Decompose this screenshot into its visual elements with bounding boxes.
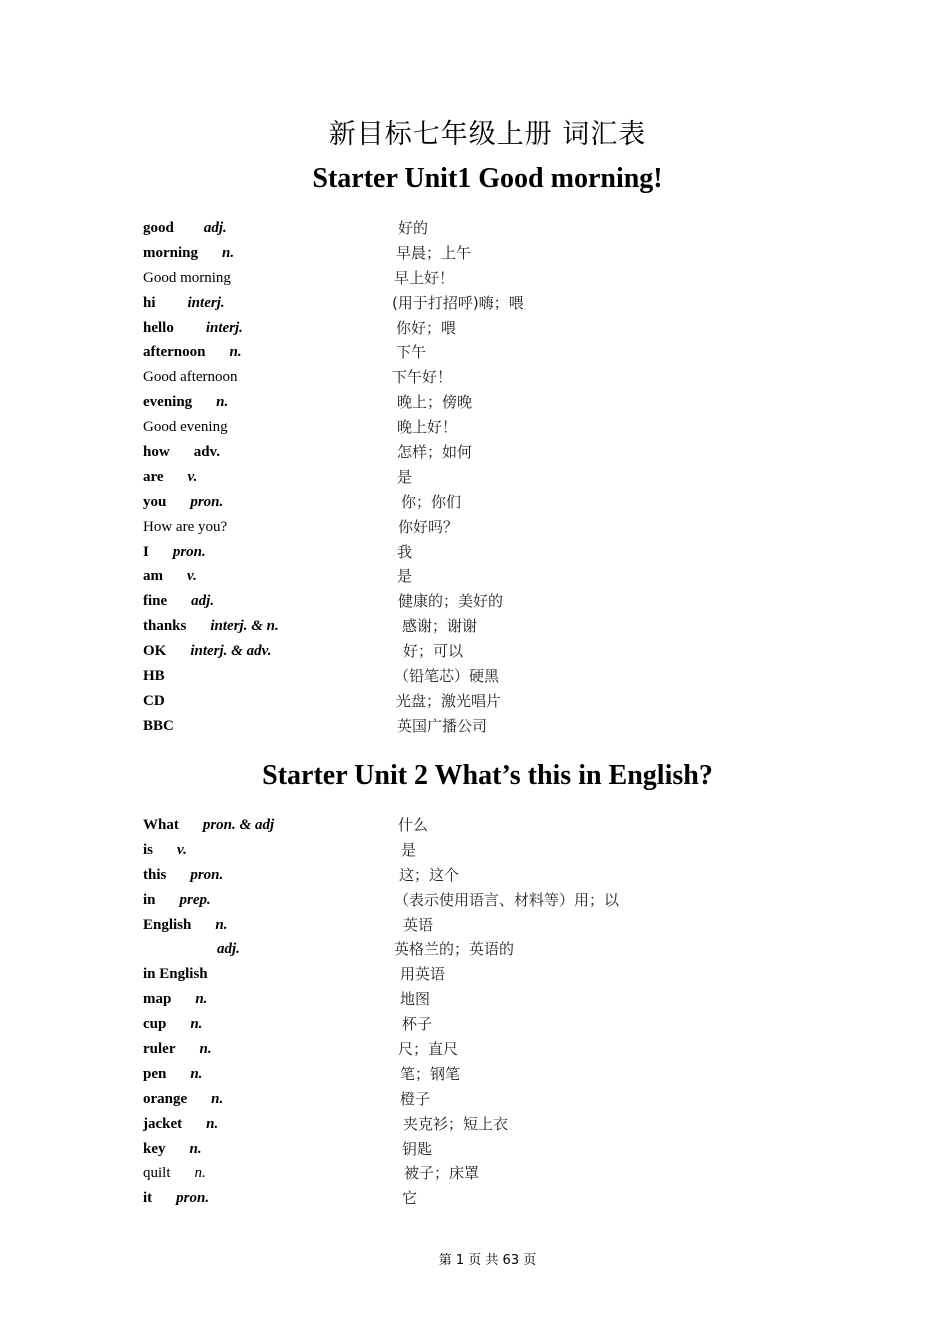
unit-2-title: Starter Unit 2 What’s this in English? xyxy=(262,760,713,791)
vocab-english xyxy=(143,219,227,237)
vocab-row xyxy=(0,269,950,294)
vocab-chinese-meaning: 地图 xyxy=(400,990,431,1009)
vocab-row xyxy=(0,1040,950,1065)
vocab-english xyxy=(143,1164,206,1182)
vocab-english xyxy=(143,343,242,361)
vocab-chinese-meaning: 好；可以 xyxy=(403,642,464,661)
vocab-english xyxy=(143,1115,218,1133)
vocab-row xyxy=(0,343,950,368)
vocab-word: HB xyxy=(143,668,165,685)
vocab-english xyxy=(143,916,227,934)
vocab-word: hi xyxy=(143,294,156,311)
vocab-row xyxy=(0,1115,950,1140)
vocab-english xyxy=(143,965,208,983)
vocab-word: How are you? xyxy=(143,518,228,535)
vocab-row xyxy=(0,990,950,1015)
vocab-row xyxy=(0,617,950,642)
vocab-row xyxy=(0,368,950,393)
vocab-english xyxy=(143,468,197,486)
vocab-word: What xyxy=(143,817,179,833)
vocab-word: hello xyxy=(143,319,174,336)
vocab-word: ruler xyxy=(143,1041,176,1058)
vocab-row xyxy=(0,841,950,866)
vocab-part-of-speech: adj. xyxy=(217,941,240,958)
vocab-chinese-meaning: 夹克衫；短上衣 xyxy=(403,1114,509,1133)
vocab-row xyxy=(0,1065,950,1090)
vocab-english xyxy=(143,443,220,461)
vocab-chinese-meaning: 下午 xyxy=(396,343,427,362)
vocab-word: good xyxy=(143,220,174,236)
vocab-english xyxy=(143,592,214,610)
vocab-english xyxy=(143,692,165,710)
vocab-chinese-meaning: 晚上；傍晚 xyxy=(397,393,473,412)
vocab-row xyxy=(0,393,950,418)
vocab-part-of-speech: n. xyxy=(190,1065,203,1082)
vocab-chinese-meaning: 我 xyxy=(397,542,413,561)
vocab-row xyxy=(0,667,950,692)
vocab-chinese-meaning: 杯子 xyxy=(402,1015,433,1034)
unit-1-title: Starter Unit1 Good morning! xyxy=(312,163,663,194)
vocab-english xyxy=(143,1189,209,1207)
vocab-word: map xyxy=(143,991,172,1008)
vocab-chinese-meaning: 好的 xyxy=(398,219,429,237)
vocab-english xyxy=(143,617,279,635)
vocab-part-of-speech: n. xyxy=(194,1165,206,1182)
vocab-part-of-speech: pron. xyxy=(190,493,224,510)
vocab-chinese-meaning: 笔；钢笔 xyxy=(400,1064,461,1083)
vocab-row xyxy=(0,518,950,543)
vocab-row xyxy=(0,940,950,965)
vocab-word: afternoon xyxy=(143,344,206,361)
vocab-part-of-speech: adj. xyxy=(203,220,227,236)
vocab-chinese-meaning: 英格兰的；英语的 xyxy=(394,940,515,959)
unit-2-vocabulary-list xyxy=(0,816,950,1214)
vocab-word: key xyxy=(143,1140,166,1157)
vocab-word: in xyxy=(143,891,156,908)
vocab-word: you xyxy=(143,493,167,510)
vocab-english xyxy=(143,642,271,660)
vocab-english xyxy=(143,990,207,1008)
vocab-part-of-speech: n. xyxy=(195,991,208,1008)
vocab-row xyxy=(0,692,950,717)
vocab-english xyxy=(143,667,165,685)
vocab-word: fine xyxy=(143,593,168,610)
vocab-english xyxy=(143,891,211,909)
vocab-word: are xyxy=(143,468,164,485)
vocab-row xyxy=(0,219,950,244)
vocab-english xyxy=(143,1090,223,1108)
vocab-part-of-speech: n. xyxy=(190,1016,203,1033)
vocab-row xyxy=(0,816,950,841)
vocab-english xyxy=(143,816,274,834)
vocab-part-of-speech: interj. & adv. xyxy=(190,643,272,660)
vocab-part-of-speech: v. xyxy=(187,568,197,585)
vocab-chinese-meaning: 什么 xyxy=(398,816,429,834)
vocab-word: is xyxy=(143,841,154,858)
vocab-part-of-speech: n. xyxy=(229,344,242,361)
vocab-row xyxy=(0,294,950,319)
vocab-chinese-meaning: 被子；床罩 xyxy=(404,1164,480,1183)
vocab-part-of-speech: n. xyxy=(216,394,229,411)
vocab-row xyxy=(0,319,950,344)
vocab-chinese-meaning: 健康的；美好的 xyxy=(398,592,504,611)
vocab-english xyxy=(143,1015,202,1033)
vocab-chinese-meaning: 用英语 xyxy=(400,965,446,984)
vocab-word: BBC xyxy=(143,717,174,734)
vocab-row xyxy=(0,1164,950,1189)
vocab-english xyxy=(143,543,206,561)
vocab-english xyxy=(143,418,228,436)
vocab-word: Good morning xyxy=(143,269,231,286)
vocab-word: Good afternoon xyxy=(143,369,238,386)
vocab-part-of-speech: v. xyxy=(187,468,198,485)
vocab-part-of-speech: prep. xyxy=(179,891,211,908)
vocab-word: in English xyxy=(143,966,208,983)
vocab-row xyxy=(0,916,950,941)
vocab-chinese-meaning: （表示使用语言、材料等）用；以 xyxy=(394,890,620,909)
vocab-english xyxy=(143,269,231,287)
vocab-word: OK xyxy=(143,643,167,660)
vocab-part-of-speech: n. xyxy=(189,1140,202,1157)
vocab-english xyxy=(143,319,243,337)
vocab-row xyxy=(0,866,950,891)
vocab-chinese-meaning: 它 xyxy=(402,1189,418,1208)
vocab-part-of-speech: interj. xyxy=(187,294,225,311)
vocab-chinese-meaning: 是 xyxy=(397,467,413,486)
vocab-word: this xyxy=(143,866,167,883)
vocab-row xyxy=(0,1140,950,1165)
vocab-chinese-meaning: (用于打招呼)嗨；喂 xyxy=(392,293,524,312)
vocab-chinese-meaning: 橙子 xyxy=(400,1089,431,1108)
vocab-english xyxy=(143,1140,202,1158)
vocab-english xyxy=(143,866,223,884)
vocab-english xyxy=(143,294,225,312)
vocab-row xyxy=(0,418,950,443)
vocab-word: orange xyxy=(143,1090,188,1107)
vocab-chinese-meaning: 英语 xyxy=(403,915,434,934)
vocab-english xyxy=(143,493,223,511)
vocab-word: cup xyxy=(143,1016,167,1033)
vocab-row xyxy=(0,1189,950,1214)
vocab-chinese-meaning: 早上好！ xyxy=(394,268,455,287)
vocab-row xyxy=(0,891,950,916)
vocab-row xyxy=(0,567,950,592)
vocab-row xyxy=(0,244,950,269)
vocab-chinese-meaning: 这；这个 xyxy=(399,865,460,884)
vocab-english xyxy=(143,518,227,536)
vocab-chinese-meaning: 你好吗？ xyxy=(398,517,459,536)
vocab-part-of-speech: adj. xyxy=(191,593,215,610)
unit-1-vocabulary-list xyxy=(0,219,950,742)
vocab-part-of-speech: n. xyxy=(206,1115,219,1132)
vocab-row xyxy=(0,642,950,667)
vocab-part-of-speech: pron. xyxy=(190,866,224,883)
vocab-row xyxy=(0,717,950,742)
vocab-chinese-meaning: 英国广播公司 xyxy=(397,716,488,735)
vocab-chinese-meaning: 是 xyxy=(401,840,417,859)
vocab-part-of-speech: interj. xyxy=(205,319,243,336)
vocab-row xyxy=(0,543,950,568)
vocab-row xyxy=(0,965,950,990)
vocab-chinese-meaning: 早晨；上午 xyxy=(396,243,472,262)
vocab-part-of-speech: v. xyxy=(177,841,187,858)
vocab-word: thanks xyxy=(143,618,187,635)
vocab-chinese-meaning: （铅笔芯）硬黑 xyxy=(394,667,500,686)
vocab-chinese-meaning: 怎样；如何 xyxy=(397,443,473,462)
vocab-part-of-speech: n. xyxy=(215,916,228,933)
vocab-chinese-meaning: 晚上好！ xyxy=(397,418,458,437)
vocab-word: evening xyxy=(143,394,193,411)
vocab-english xyxy=(143,1040,212,1058)
vocab-word: quilt xyxy=(143,1165,171,1182)
vocab-part-of-speech: n. xyxy=(211,1090,224,1107)
vocab-chinese-meaning: 你；你们 xyxy=(401,492,462,511)
vocab-part-of-speech: adv. xyxy=(193,444,220,461)
vocab-word: CD xyxy=(143,692,165,709)
vocab-word: jacket xyxy=(143,1115,183,1132)
vocab-word: how xyxy=(143,444,170,461)
vocab-english xyxy=(143,368,238,386)
vocab-word: English xyxy=(143,916,192,933)
vocab-word: I xyxy=(143,543,149,560)
vocab-english xyxy=(143,567,197,585)
vocab-english xyxy=(143,717,174,735)
vocab-row xyxy=(0,493,950,518)
vocab-chinese-meaning: 是 xyxy=(397,567,413,586)
vocab-part-of-speech: pron. & adj xyxy=(202,817,275,833)
vocab-row xyxy=(0,1090,950,1115)
vocab-part-of-speech: pron. xyxy=(172,543,206,560)
vocab-part-of-speech: interj. & n. xyxy=(210,618,279,635)
vocab-english xyxy=(143,1065,202,1083)
vocab-chinese-meaning: 感谢；谢谢 xyxy=(402,617,478,636)
vocab-part-of-speech: pron. xyxy=(176,1190,210,1207)
vocab-row xyxy=(0,592,950,617)
page-title: 新目标七年级上册 词汇表 xyxy=(328,119,647,150)
vocab-part-of-speech: n. xyxy=(222,244,235,261)
vocab-chinese-meaning: 尺；直尺 xyxy=(398,1040,459,1059)
vocab-word: Good evening xyxy=(143,419,228,436)
vocab-english xyxy=(143,244,234,262)
vocab-chinese-meaning: 钥匙 xyxy=(402,1139,433,1158)
vocab-chinese-meaning: 你好；喂 xyxy=(396,318,457,337)
page-footer: 第 1 页 共 63 页 xyxy=(438,1253,537,1268)
vocab-english xyxy=(143,393,228,411)
vocab-row xyxy=(0,468,950,493)
vocab-word: morning xyxy=(143,244,199,261)
vocab-chinese-meaning: 下午好！ xyxy=(392,368,453,387)
vocab-chinese-meaning: 光盘；激光唱片 xyxy=(396,691,502,710)
vocab-word: it xyxy=(143,1190,153,1207)
vocab-english xyxy=(143,841,187,859)
vocab-word: pen xyxy=(143,1065,167,1082)
vocab-part-of-speech: n. xyxy=(199,1041,212,1058)
vocab-word: am xyxy=(143,568,163,585)
vocab-row xyxy=(0,1015,950,1040)
vocab-row xyxy=(0,443,950,468)
